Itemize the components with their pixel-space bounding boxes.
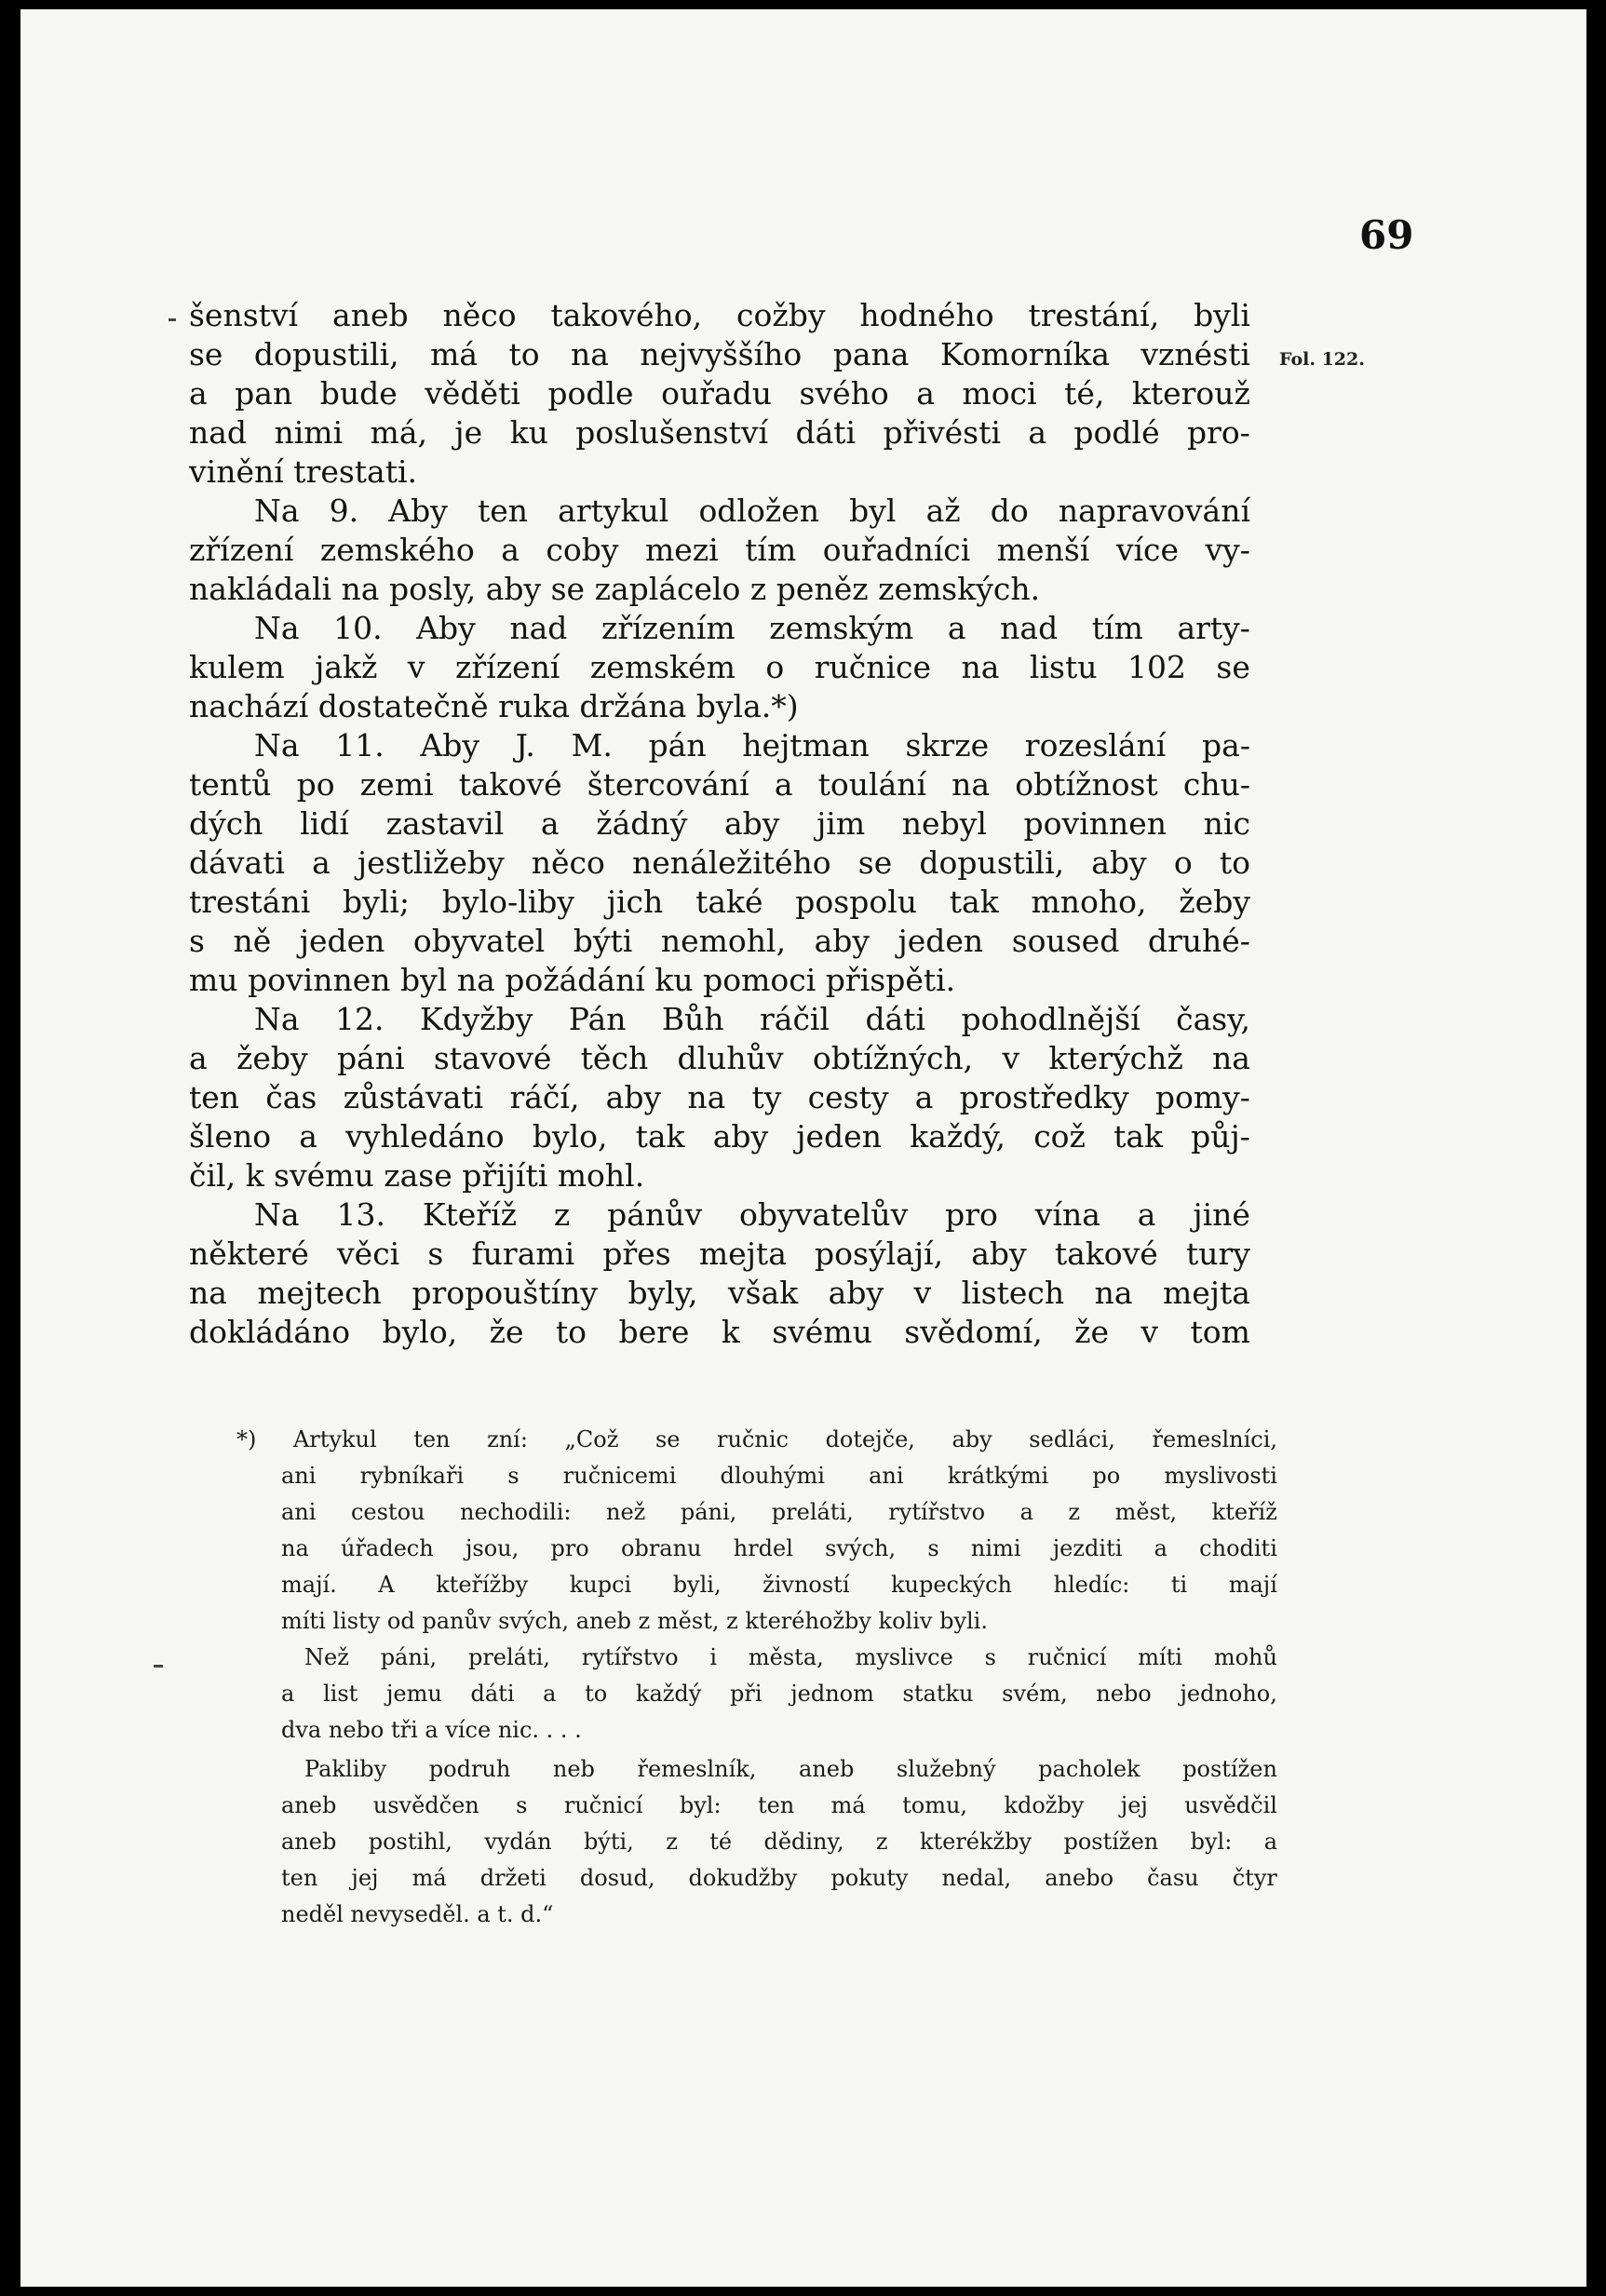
footnote-line: míti listy od panův svých, aneb z měst, z kteréhožby koliv byli.: [281, 1608, 988, 1634]
folio-margin-note: Fol. 122.: [1279, 349, 1365, 370]
text-line: některé věci s furami přes mejta posýlají, aby takové tury: [189, 1236, 1250, 1272]
text-line: dokládáno bylo, že to bere k svému svědomí, že v tom: [189, 1314, 1250, 1350]
text-line: vinění trestati.: [189, 453, 418, 490]
footnote-line: Pakliby podruh neb řemeslník, aneb služebný pacholek postížen: [304, 1756, 1277, 1782]
text-line: nakládali na posly, aby se zaplácelo z peněz zemských.: [189, 571, 1041, 607]
text-line: Na 12. Kdyžby Pán Bůh ráčil dáti pohodlnější časy,: [254, 1001, 1250, 1037]
text-line: Na 11. Aby J. M. pán hejtman skrze rozeslání pa-: [254, 727, 1250, 763]
text-line: a pan bude věděti podle ouřadu svého a moci té, kterouž: [189, 375, 1250, 412]
text-line: tentů po zemi takové štercování a toulání na obtížnost chu-: [189, 766, 1250, 803]
text-line: kulem jakž v zřízení zemském o ručnice na listu 102 se: [189, 649, 1250, 685]
text-line: ten čas zůstávati ráčí, aby na ty cesty a prostředky pomy-: [189, 1079, 1250, 1115]
text-line: a žeby páni stavové těch dluhův obtížných, v kterýchž na: [189, 1040, 1250, 1076]
text-line: šleno a vyhledáno bylo, tak aby jeden každý, což tak půj-: [189, 1118, 1250, 1155]
main-text: [189, 296, 1250, 1352]
footnote-line: aneb usvědčen s ručnicí byl: ten má tomu, kdožby jej usvědčil: [281, 1792, 1277, 1818]
text-line: zřízení zemského a coby mezi tím ouřadníci menší více vy-: [189, 532, 1250, 568]
footnote-line: Než páni, preláti, rytířstvo i města, myslivce s ručnicí míti mohů: [304, 1644, 1277, 1670]
text-line: dávati a jestližeby něco nenáležitého se dopustili, aby o to: [189, 844, 1250, 881]
footnote-line: neděl nevyseděl. a t. d.“: [281, 1901, 554, 1927]
footnote-line: dva nebo tři a více nic. . . .: [281, 1717, 582, 1743]
text-line: Na 10. Aby nad zřízením zemským a nad tím arty-: [254, 610, 1250, 646]
text-line: na mejtech propouštíny byly, však aby v listech na mejta: [189, 1275, 1250, 1311]
text-line: nachází dostatečně ruka držána byla.*): [189, 688, 799, 724]
text-line: Na 9. Aby ten artykul odložen byl až do napravování: [254, 493, 1250, 529]
margin-dash: [169, 318, 176, 321]
footnote-line: ani rybníkaři s ručnicemi dlouhými ani krátkými po myslivosti: [281, 1463, 1277, 1489]
page-number: 69: [1359, 212, 1414, 258]
footnote-line: ten jej má držeti dosud, dokudžby pokuty nedal, anebo času čtyr: [281, 1865, 1277, 1891]
footnote-line: na úřadech jsou, pro obranu hrdel svých, s nimi jezditi a choditi: [281, 1535, 1277, 1561]
text-line: dých lidí zastavil a žádný aby jim nebyl povinnen nic: [189, 805, 1250, 842]
footnote-line: ani cestou nechodili: než páni, preláti, rytířstvo a z měst, kteříž: [281, 1499, 1277, 1525]
margin-dash: [154, 1665, 163, 1668]
text-line: mu povinnen byl na požádání ku pomoci přispěti.: [189, 962, 956, 998]
footnote-line: a list jemu dáti a to každý při jednom statku svém, nebo jednoho,: [281, 1681, 1277, 1707]
footnote-line: *) Artykul ten zní: „Což se ručnic dotejče, aby sedláci, řemeslníci,: [236, 1426, 1277, 1452]
text-line: trestáni byli; bylo-liby jich také pospolu tak mnoho, žeby: [189, 884, 1250, 920]
footnote-line: aneb postihl, vydán býti, z té dědiny, z kterékžby postížen byl: a: [281, 1829, 1277, 1855]
text-line: se dopustili, má to na nejvyššího pana Komorníka vznésti: [189, 336, 1250, 372]
footnote-line: mají. A kteřížby kupci byli, živností kupeckých hledíc: ti mají: [281, 1572, 1277, 1598]
text-line: s ně jeden obyvatel býti nemohl, aby jeden soused druhé-: [189, 923, 1250, 959]
text-line: šenství aneb něco takového, cožby hodného trestání, byli: [189, 297, 1250, 333]
footnote-block: [216, 1422, 1277, 1933]
text-line: nad nimi má, je ku poslušenství dáti přivésti a podlé pro-: [189, 414, 1250, 451]
text-line: čil, k svému zase přijíti mohl.: [189, 1157, 645, 1194]
text-line: Na 13. Kteříž z pánův obyvatelův pro vína a jiné: [254, 1196, 1250, 1233]
book-page: [20, 9, 1586, 2287]
